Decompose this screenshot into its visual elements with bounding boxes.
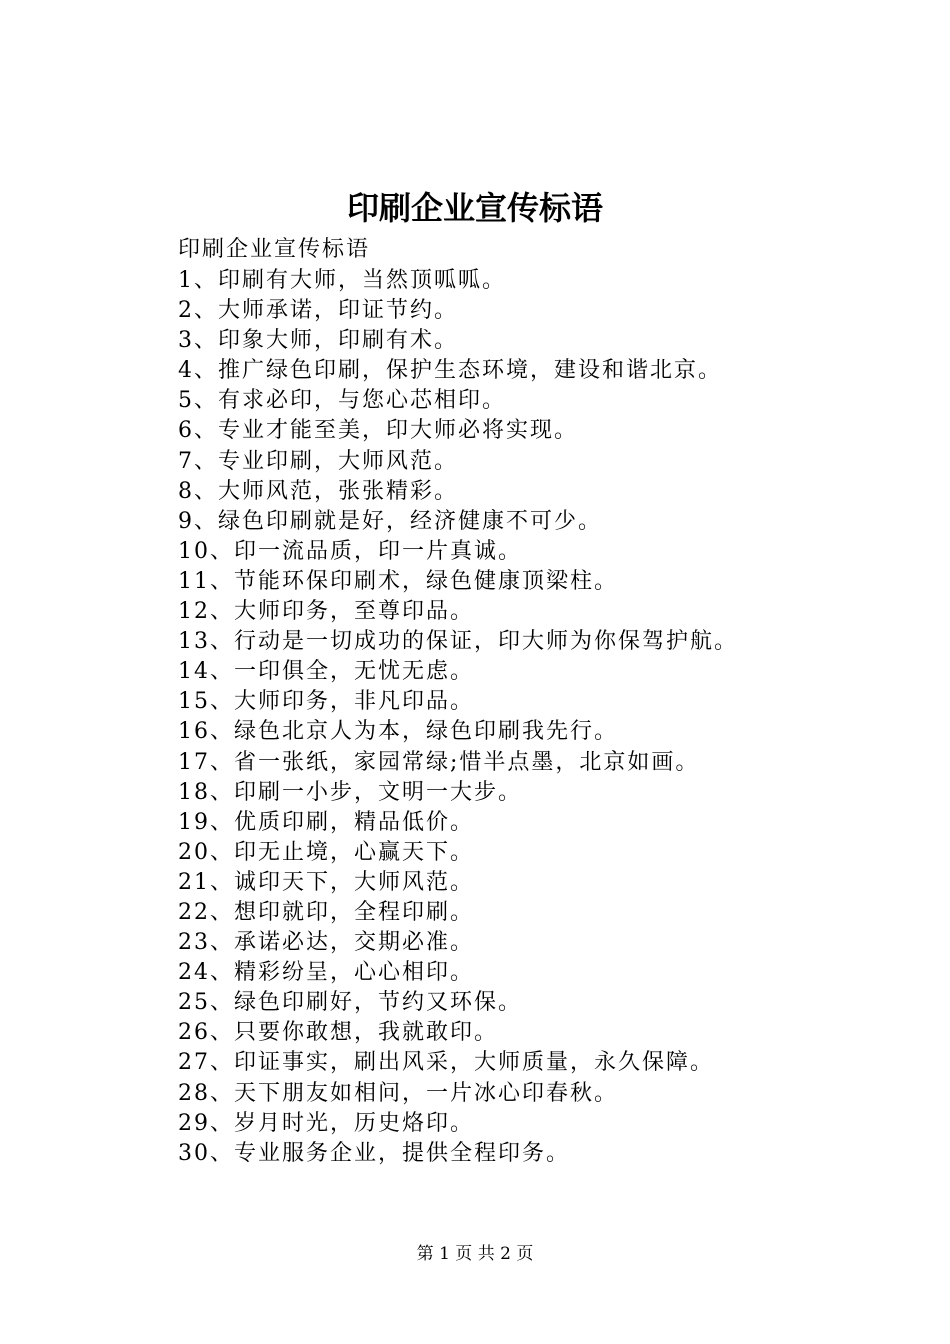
slogan-item: 7、专业印刷，大师风范。 xyxy=(178,448,458,474)
document-title: 印刷企业宣传标语 xyxy=(346,189,603,227)
slogan-item: 22、想印就印，全程印刷。 xyxy=(178,899,474,925)
slogan-item: 20、印无止境，心赢天下。 xyxy=(178,839,474,865)
slogan-item: 13、行动是一切成功的保证，印大师为你保驾护航。 xyxy=(178,629,738,655)
slogan-item: 11、节能环保印刷术，绿色健康顶梁柱。 xyxy=(178,568,618,594)
slogan-item: 21、诚印天下，大师风范。 xyxy=(178,869,474,895)
slogan-item: 18、印刷一小步，文明一大步。 xyxy=(178,779,522,805)
slogan-item: 15、大师印务，非凡印品。 xyxy=(178,689,474,715)
slogan-list xyxy=(178,266,738,1169)
slogan-item: 1、印刷有大师，当然顶呱呱。 xyxy=(178,268,506,293)
slogan-item: 29、岁月时光，历史烙印。 xyxy=(178,1110,474,1136)
slogan-item: 25、绿色印刷好，节约又环保。 xyxy=(178,990,522,1016)
slogan-item: 5、有求必印，与您心芯相印。 xyxy=(178,388,506,414)
slogan-item: 17、省一张纸，家园常绿;惜半点墨，北京如画。 xyxy=(178,749,700,775)
slogan-item: 19、优质印刷，精品低价。 xyxy=(178,809,474,835)
slogan-item: 16、绿色北京人为本，绿色印刷我先行。 xyxy=(178,719,618,745)
slogan-item: 24、精彩纷呈，心心相印。 xyxy=(178,960,474,986)
slogan-item: 6、专业才能至美，印大师必将实现。 xyxy=(178,418,578,444)
slogan-item: 28、天下朋友如相问，一片冰心印春秋。 xyxy=(178,1080,618,1106)
slogan-item: 2、大师承诺，印证节约。 xyxy=(178,298,458,324)
document-subtitle: 印刷企业宣传标语 xyxy=(178,237,371,262)
slogan-item: 23、承诺必达，交期必准。 xyxy=(178,930,474,956)
slogan-item: 8、大师风范，张张精彩。 xyxy=(178,478,458,504)
slogan-item: 9、绿色印刷就是好，经济健康不可少。 xyxy=(178,508,602,534)
page-footer: 第 1 页 共 2 页 xyxy=(416,1244,534,1264)
slogan-item: 30、专业服务企业，提供全程印务。 xyxy=(178,1140,570,1166)
slogan-item: 27、印证事实，刷出风采，大师质量，永久保障。 xyxy=(178,1050,714,1076)
slogan-item: 12、大师印务，至尊印品。 xyxy=(178,599,474,625)
slogan-item: 14、一印俱全，无忧无虑。 xyxy=(178,659,474,685)
slogan-item: 10、印一流品质，印一片真诚。 xyxy=(178,538,522,564)
slogan-item: 4、推广绿色印刷，保护生态环境，建设和谐北京。 xyxy=(178,358,722,384)
slogan-item: 3、印象大师，印刷有术。 xyxy=(178,328,458,354)
slogan-item: 26、只要你敢想，我就敢印。 xyxy=(178,1020,498,1046)
